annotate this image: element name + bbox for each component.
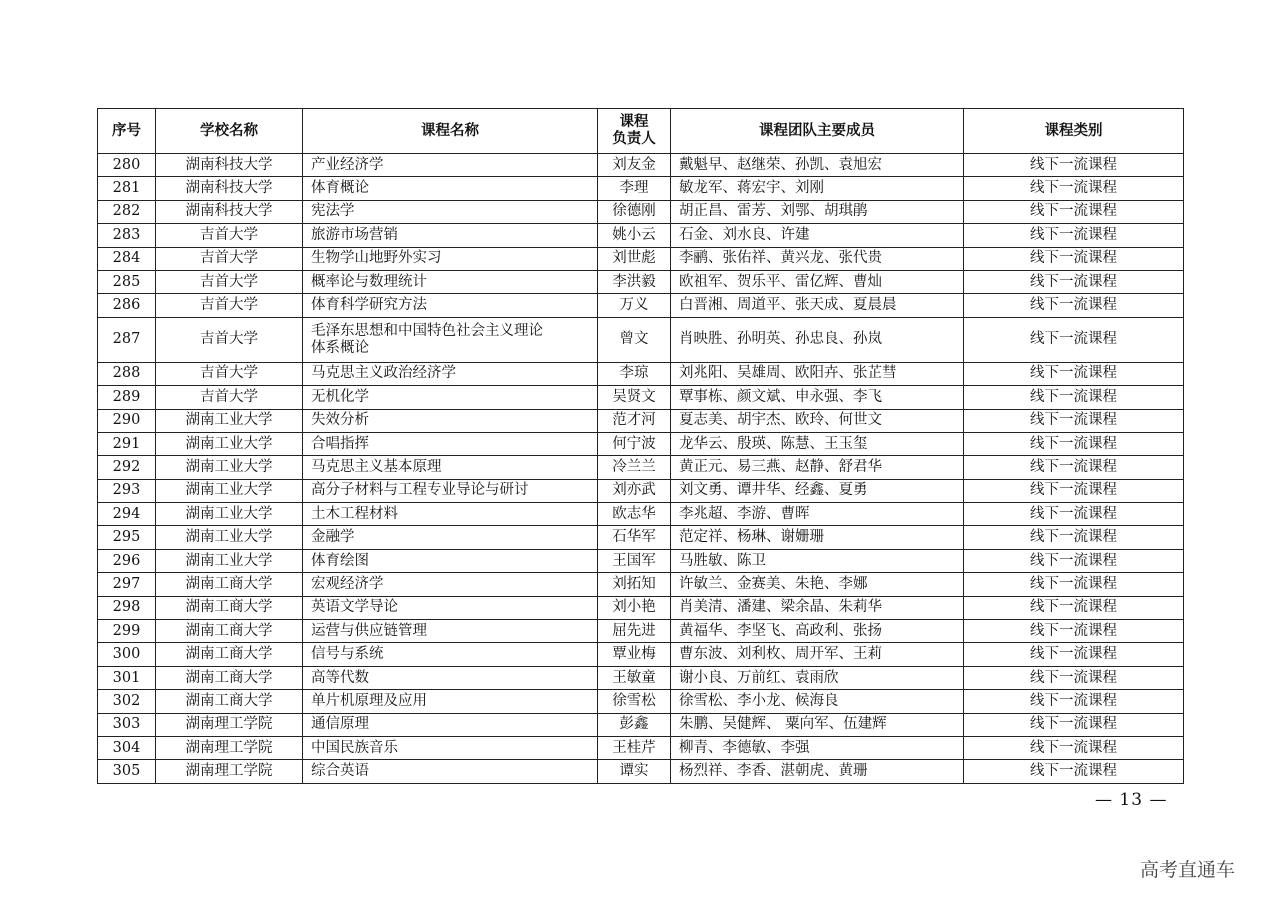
cell-team: 黄正元、易三燕、赵静、舒君华 — [671, 456, 964, 479]
cell-course: 通信原理 — [303, 713, 598, 736]
table-row — [98, 526, 1184, 549]
cell-category: 线下一流课程 — [964, 409, 1184, 432]
cell-school: 湖南科技大学 — [156, 177, 303, 200]
cell-course: 失效分析 — [303, 409, 598, 432]
cell-category: 线下一流课程 — [964, 362, 1184, 385]
cell-team: 许敏兰、金赛美、朱艳、李娜 — [671, 573, 964, 596]
cell-leader: 曾文 — [598, 317, 671, 362]
cell-leader: 何宁波 — [598, 432, 671, 455]
cell-leader: 刘小艳 — [598, 596, 671, 619]
cell-course: 综合英语 — [303, 760, 598, 783]
cell-team: 徐雪松、李小龙、候海良 — [671, 690, 964, 713]
cell-course: 生物学山地野外实习 — [303, 247, 598, 270]
cell-leader: 刘亦武 — [598, 479, 671, 502]
cell-school: 吉首大学 — [156, 294, 303, 317]
page-number: — 13 — — [1095, 790, 1168, 810]
cell-leader: 屈先进 — [598, 620, 671, 643]
cell-team: 范定祥、杨琳、谢姗珊 — [671, 526, 964, 549]
cell-school: 湖南科技大学 — [156, 154, 303, 177]
table-row — [98, 596, 1184, 619]
cell-team: 曹东波、刘利枚、周开军、王莉 — [671, 643, 964, 666]
header-leader: 课程 负责人 — [598, 109, 671, 154]
cell-category: 线下一流课程 — [964, 666, 1184, 689]
cell-leader: 万义 — [598, 294, 671, 317]
table-row — [98, 549, 1184, 572]
cell-category: 线下一流课程 — [964, 620, 1184, 643]
cell-index: 282 — [98, 200, 156, 223]
cell-index: 289 — [98, 386, 156, 409]
cell-school: 湖南工业大学 — [156, 432, 303, 455]
cell-category: 线下一流课程 — [964, 294, 1184, 317]
cell-leader: 刘拓知 — [598, 573, 671, 596]
cell-team: 杨烈祥、李香、湛朝虎、黄珊 — [671, 760, 964, 783]
header-category: 课程类别 — [964, 109, 1184, 154]
cell-index: 298 — [98, 596, 156, 619]
table-row — [98, 317, 1184, 362]
cell-index: 293 — [98, 479, 156, 502]
table-row — [98, 643, 1184, 666]
table-row — [98, 666, 1184, 689]
cell-index: 302 — [98, 690, 156, 713]
table-row — [98, 224, 1184, 247]
cell-course: 中国民族音乐 — [303, 736, 598, 759]
cell-category: 线下一流课程 — [964, 760, 1184, 783]
cell-course: 体育科学研究方法 — [303, 294, 598, 317]
cell-leader: 刘世彪 — [598, 247, 671, 270]
cell-school: 吉首大学 — [156, 386, 303, 409]
header-row — [98, 109, 1184, 154]
cell-index: 287 — [98, 317, 156, 362]
cell-course: 高分子材料与工程专业导论与研讨 — [303, 479, 598, 502]
cell-category: 线下一流课程 — [964, 736, 1184, 759]
header-team: 课程团队主要成员 — [671, 109, 964, 154]
cell-index: 294 — [98, 503, 156, 526]
cell-index: 297 — [98, 573, 156, 596]
cell-category: 线下一流课程 — [964, 713, 1184, 736]
cell-category: 线下一流课程 — [964, 270, 1184, 293]
table-row — [98, 177, 1184, 200]
table-row — [98, 456, 1184, 479]
cell-school: 湖南工商大学 — [156, 643, 303, 666]
table-row — [98, 736, 1184, 759]
cell-school: 湖南工业大学 — [156, 479, 303, 502]
table-row — [98, 573, 1184, 596]
header-school: 学校名称 — [156, 109, 303, 154]
cell-school: 湖南工业大学 — [156, 456, 303, 479]
table-row — [98, 479, 1184, 502]
table-row — [98, 760, 1184, 783]
cell-course: 毛泽东思想和中国特色社会主义理论 体系概论 — [303, 317, 598, 362]
cell-team: 马胜敏、陈卫 — [671, 549, 964, 572]
cell-index: 281 — [98, 177, 156, 200]
cell-leader: 欧志华 — [598, 503, 671, 526]
watermark: 高考直通车 — [1140, 859, 1236, 881]
cell-team: 黄福华、李坚飞、高政利、张扬 — [671, 620, 964, 643]
cell-index: 285 — [98, 270, 156, 293]
cell-course: 概率论与数理统计 — [303, 270, 598, 293]
cell-school: 湖南科技大学 — [156, 200, 303, 223]
cell-team: 谢小良、万前红、袁雨欣 — [671, 666, 964, 689]
cell-team: 夏志美、胡宇杰、欧玲、何世文 — [671, 409, 964, 432]
cell-category: 线下一流课程 — [964, 643, 1184, 666]
cell-school: 湖南理工学院 — [156, 736, 303, 759]
cell-team: 覃事栋、颜文斌、申永强、李飞 — [671, 386, 964, 409]
cell-team: 戴魁早、赵继荣、孙凯、袁旭宏 — [671, 154, 964, 177]
cell-leader: 李洪毅 — [598, 270, 671, 293]
cell-school: 湖南理工学院 — [156, 760, 303, 783]
cell-school: 吉首大学 — [156, 270, 303, 293]
cell-index: 280 — [98, 154, 156, 177]
cell-category: 线下一流课程 — [964, 247, 1184, 270]
cell-course: 金融学 — [303, 526, 598, 549]
cell-team: 龙华云、殷瑛、陈慧、王玉玺 — [671, 432, 964, 455]
cell-leader: 徐雪松 — [598, 690, 671, 713]
table-row — [98, 362, 1184, 385]
cell-team: 李兆超、李游、曹晖 — [671, 503, 964, 526]
cell-leader: 覃业梅 — [598, 643, 671, 666]
cell-leader: 王敏童 — [598, 666, 671, 689]
cell-team: 刘兆阳、吴雄周、欧阳卉、张芷彗 — [671, 362, 964, 385]
cell-course: 产业经济学 — [303, 154, 598, 177]
table-row — [98, 409, 1184, 432]
cell-index: 303 — [98, 713, 156, 736]
cell-leader: 李琼 — [598, 362, 671, 385]
cell-leader: 范才河 — [598, 409, 671, 432]
cell-team: 肖映胜、孙明英、孙忠良、孙岚 — [671, 317, 964, 362]
cell-index: 301 — [98, 666, 156, 689]
cell-team: 李鹂、张佑祥、黄兴龙、张代贵 — [671, 247, 964, 270]
cell-category: 线下一流课程 — [964, 690, 1184, 713]
cell-category: 线下一流课程 — [964, 177, 1184, 200]
cell-leader: 李理 — [598, 177, 671, 200]
cell-leader: 冷兰兰 — [598, 456, 671, 479]
cell-category: 线下一流课程 — [964, 224, 1184, 247]
cell-team: 肖美清、潘建、梁余晶、朱莉华 — [671, 596, 964, 619]
cell-school: 湖南理工学院 — [156, 713, 303, 736]
cell-course: 运营与供应链管理 — [303, 620, 598, 643]
cell-category: 线下一流课程 — [964, 596, 1184, 619]
cell-category: 线下一流课程 — [964, 200, 1184, 223]
cell-school: 湖南工商大学 — [156, 666, 303, 689]
cell-team: 朱鹏、吴健辉、 粟向军、伍建辉 — [671, 713, 964, 736]
cell-leader: 彭鑫 — [598, 713, 671, 736]
header-index: 序号 — [98, 109, 156, 154]
cell-category: 线下一流课程 — [964, 432, 1184, 455]
cell-course: 英语文学导论 — [303, 596, 598, 619]
cell-category: 线下一流课程 — [964, 386, 1184, 409]
cell-school: 湖南工商大学 — [156, 596, 303, 619]
cell-school: 吉首大学 — [156, 247, 303, 270]
cell-category: 线下一流课程 — [964, 549, 1184, 572]
cell-leader: 刘友金 — [598, 154, 671, 177]
cell-index: 300 — [98, 643, 156, 666]
cell-index: 286 — [98, 294, 156, 317]
cell-school: 吉首大学 — [156, 317, 303, 362]
header-course: 课程名称 — [303, 109, 598, 154]
cell-index: 283 — [98, 224, 156, 247]
cell-index: 305 — [98, 760, 156, 783]
cell-index: 284 — [98, 247, 156, 270]
table-row — [98, 690, 1184, 713]
cell-team: 白晋湘、周道平、张天成、夏晨晨 — [671, 294, 964, 317]
cell-school: 湖南工业大学 — [156, 526, 303, 549]
cell-index: 291 — [98, 432, 156, 455]
cell-leader: 王国军 — [598, 549, 671, 572]
table-row — [98, 200, 1184, 223]
cell-index: 296 — [98, 549, 156, 572]
cell-course: 体育绘图 — [303, 549, 598, 572]
cell-course: 单片机原理及应用 — [303, 690, 598, 713]
cell-school: 吉首大学 — [156, 362, 303, 385]
cell-leader: 谭实 — [598, 760, 671, 783]
cell-school: 湖南工商大学 — [156, 573, 303, 596]
cell-school: 湖南工业大学 — [156, 409, 303, 432]
cell-course: 信号与系统 — [303, 643, 598, 666]
table-row — [98, 620, 1184, 643]
cell-category: 线下一流课程 — [964, 154, 1184, 177]
cell-school: 湖南工业大学 — [156, 549, 303, 572]
cell-index: 292 — [98, 456, 156, 479]
table-row — [98, 294, 1184, 317]
cell-leader: 徐德刚 — [598, 200, 671, 223]
cell-course: 体育概论 — [303, 177, 598, 200]
cell-team: 欧祖军、贺乐平、雷亿辉、曹灿 — [671, 270, 964, 293]
cell-category: 线下一流课程 — [964, 317, 1184, 362]
cell-course: 合唱指挥 — [303, 432, 598, 455]
table-row — [98, 386, 1184, 409]
cell-course: 宏观经济学 — [303, 573, 598, 596]
table-row — [98, 432, 1184, 455]
cell-category: 线下一流课程 — [964, 526, 1184, 549]
cell-school: 湖南工商大学 — [156, 690, 303, 713]
cell-index: 290 — [98, 409, 156, 432]
table-row — [98, 247, 1184, 270]
table-row — [98, 154, 1184, 177]
cell-category: 线下一流课程 — [964, 456, 1184, 479]
table-row — [98, 270, 1184, 293]
cell-team: 胡正昌、雷芳、刘鄂、胡琪鹃 — [671, 200, 964, 223]
cell-course: 土木工程材料 — [303, 503, 598, 526]
cell-course: 宪法学 — [303, 200, 598, 223]
cell-category: 线下一流课程 — [964, 573, 1184, 596]
cell-school: 吉首大学 — [156, 224, 303, 247]
cell-leader: 姚小云 — [598, 224, 671, 247]
cell-course: 高等代数 — [303, 666, 598, 689]
cell-school: 湖南工业大学 — [156, 503, 303, 526]
cell-index: 295 — [98, 526, 156, 549]
cell-course: 马克思主义政治经济学 — [303, 362, 598, 385]
cell-leader: 吴贤文 — [598, 386, 671, 409]
cell-index: 299 — [98, 620, 156, 643]
cell-team: 敏龙军、蒋宏宇、刘刚 — [671, 177, 964, 200]
course-table — [97, 108, 1184, 784]
cell-course: 马克思主义基本原理 — [303, 456, 598, 479]
table-row — [98, 503, 1184, 526]
table-body — [98, 154, 1184, 784]
cell-category: 线下一流课程 — [964, 479, 1184, 502]
cell-team: 刘文勇、谭井华、经鑫、夏勇 — [671, 479, 964, 502]
cell-leader: 王桂芹 — [598, 736, 671, 759]
cell-course: 无机化学 — [303, 386, 598, 409]
cell-course: 旅游市场营销 — [303, 224, 598, 247]
cell-team: 石金、刘水良、许建 — [671, 224, 964, 247]
cell-leader: 石华军 — [598, 526, 671, 549]
cell-index: 304 — [98, 736, 156, 759]
table-row — [98, 713, 1184, 736]
cell-school: 湖南工商大学 — [156, 620, 303, 643]
cell-category: 线下一流课程 — [964, 503, 1184, 526]
cell-index: 288 — [98, 362, 156, 385]
cell-team: 柳青、李德敏、李强 — [671, 736, 964, 759]
